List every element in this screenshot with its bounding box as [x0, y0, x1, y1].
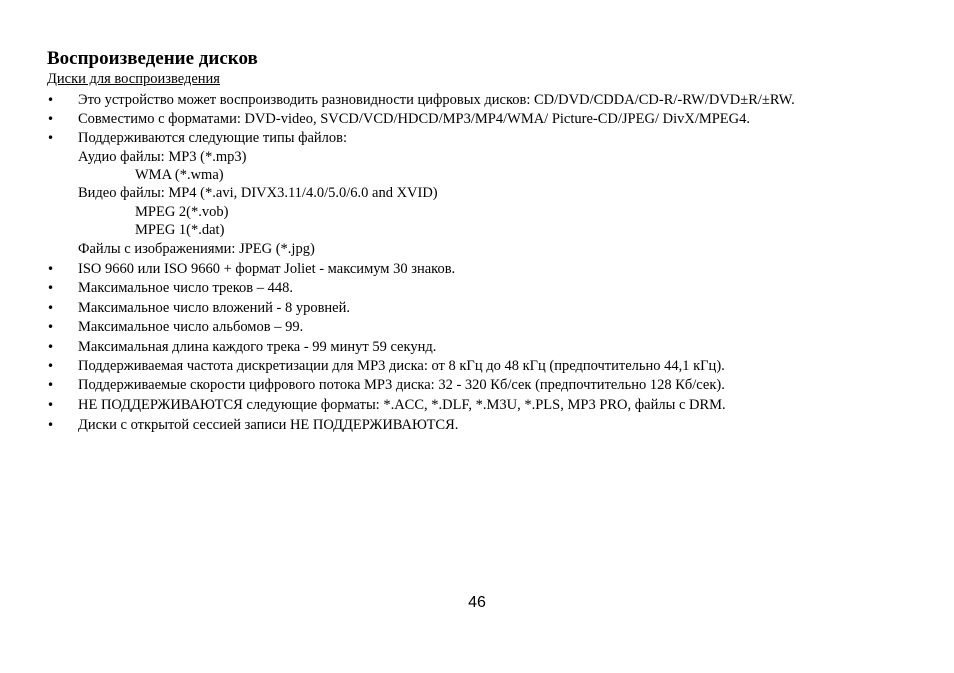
list-item: Максимальное число вложений - 8 уровней.: [78, 300, 350, 316]
bullet-marker: •: [47, 320, 55, 334]
audio-files-line-2: WMA (*.wma): [135, 167, 224, 183]
audio-files-line: Аудио файлы: MP3 (*.mp3): [78, 149, 247, 165]
section-subtitle: Диски для воспроизведения: [47, 71, 220, 87]
bullet-marker: •: [47, 398, 55, 412]
bullet-marker: •: [47, 359, 55, 373]
video-files-line-2: MPEG 2(*.vob): [135, 204, 229, 220]
list-item: Поддерживаются следующие типы файлов:: [78, 130, 348, 146]
bullet-marker: •: [47, 281, 55, 295]
bullet-marker: •: [47, 131, 55, 145]
page-number: 46: [468, 594, 486, 611]
list-item: Это устройство может воспроизводить разновидности цифровых дисков: CD/DVD/CDDA/CD-R/-RW/DVD±R/±RW.: [78, 92, 795, 108]
image-files-line: Файлы с изображениями: JPEG (*.jpg): [78, 241, 315, 257]
section-title: Воспроизведение дисков: [47, 48, 258, 69]
list-item: Поддерживаемые скорости цифрового потока MP3 диска: 32 - 320 Кб/сек (предпочтительно 128 Кб/сек).: [78, 377, 725, 393]
video-files-line: Видео файлы: MP4 (*.avi, DIVX3.11/4.0/5.0/6.0 and XVID): [78, 185, 438, 201]
list-item: Совместимо с форматами: DVD-video, SVCD/VCD/HDCD/MP3/MP4/WMA/ Picture-CD/JPEG/ DivX/MPEG4.: [78, 111, 751, 127]
list-item: ISO 9660 или ISO 9660 + формат Joliet - максимум 30 знаков.: [78, 261, 456, 277]
bullet-marker: •: [47, 378, 55, 392]
list-item: Поддерживаемая частота дискретизации для MP3 диска: от 8 кГц до 48 кГц (предпочтительно 44,1 кГц).: [78, 358, 725, 374]
bullet-marker: •: [47, 340, 55, 354]
video-files-line-3: MPEG 1(*.dat): [135, 222, 225, 238]
list-item: НЕ ПОДДЕРЖИВАЮТСЯ следующие форматы: *.ACC, *.DLF, *.M3U, *.PLS, MP3 PRO, файлы с DRM.: [78, 397, 726, 413]
bullet-marker: •: [47, 301, 55, 315]
bullet-marker: •: [47, 418, 55, 432]
list-item: Максимальная длина каждого трека - 99 минут 59 секунд.: [78, 339, 437, 355]
bullet-marker: •: [47, 112, 55, 126]
bullet-marker: •: [47, 93, 55, 107]
list-item: Диски с открытой сессией записи НЕ ПОДДЕРЖИВАЮТСЯ.: [78, 417, 459, 433]
bullet-marker: •: [47, 262, 55, 276]
list-item: Максимальное число треков – 448.: [78, 280, 294, 296]
list-item: Максимальное число альбомов – 99.: [78, 319, 304, 335]
